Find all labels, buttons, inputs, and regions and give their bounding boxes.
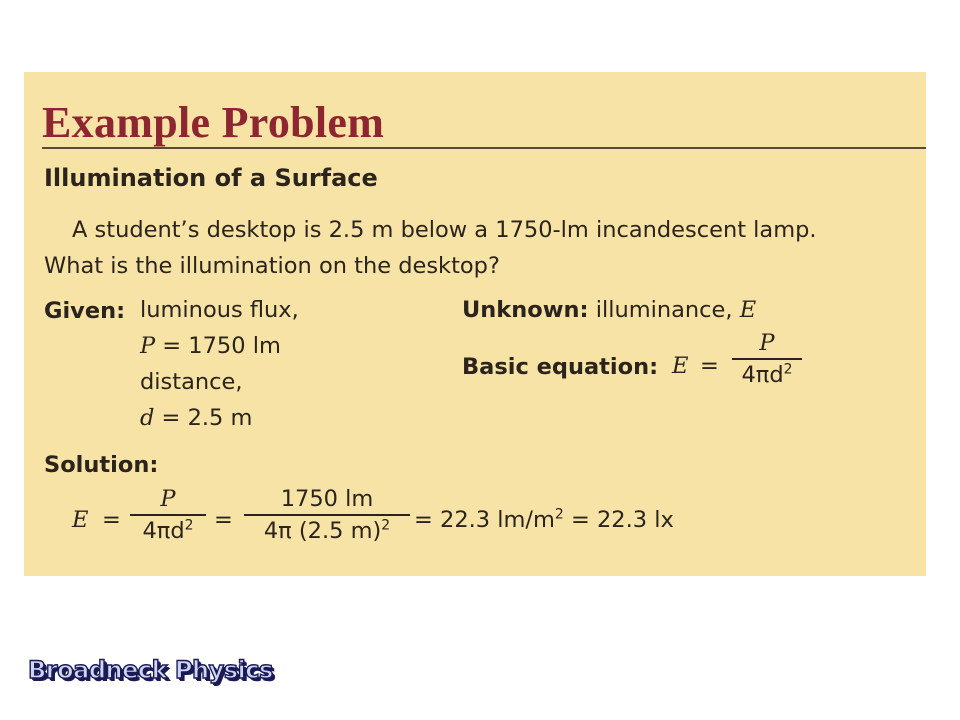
fraction-bar	[732, 358, 802, 360]
solution-fraction-1	[130, 486, 206, 544]
broadneck-physics-watermark: Broadneck Physics	[28, 656, 273, 684]
unknown-line	[462, 294, 756, 326]
problem-statement-line-1: A student’s desktop is 2.5 m below a 1750-lm incandescent lamp.	[72, 217, 817, 243]
given-flux-label: luminous flux,	[140, 297, 299, 323]
given-flux-value	[140, 330, 281, 362]
basic-equation-numerator: P	[759, 330, 775, 356]
basic-equation-denominator-exp: 2	[783, 361, 793, 378]
fraction-bar	[244, 514, 410, 516]
basic-equation-label: Basic equation:	[462, 354, 659, 380]
fraction-bar	[130, 514, 206, 516]
solution-result-1-exp: 2	[554, 506, 564, 523]
section-subtitle: Illumination of a Surface	[44, 164, 378, 192]
unknown-text: illuminance,	[595, 297, 740, 323]
given-distance-rest: = 2.5 m	[154, 405, 253, 431]
solution-equals-2: =	[214, 507, 233, 533]
given-distance-label: distance,	[140, 369, 243, 395]
unknown-var: E	[739, 297, 757, 323]
solution-result	[414, 504, 674, 536]
unknown-label: Unknown:	[462, 297, 589, 323]
title-divider	[42, 147, 926, 149]
solution-result-2: = 22.3 lx	[563, 507, 674, 533]
solution-fraction-2	[244, 486, 410, 544]
solution-fraction-2-numerator: 1750 lm	[280, 486, 374, 512]
panel-title: Example Problem	[42, 98, 385, 147]
given-flux-rest: = 1750 lm	[155, 333, 281, 359]
solution-fraction-2-denominator-base: 4π (2.5 m)	[263, 518, 382, 544]
solution-label: Solution:	[44, 452, 159, 478]
basic-equation-equals: =	[700, 353, 719, 379]
solution-equals-1: =	[102, 507, 121, 533]
solution-fraction-1-denominator-base: 4πd	[142, 518, 185, 544]
example-problem-panel	[24, 72, 926, 576]
solution-fraction-1-numerator: P	[160, 486, 176, 512]
basic-equation-fraction	[732, 330, 802, 388]
problem-statement-line-2: What is the illumination on the desktop?	[44, 253, 500, 279]
solution-result-1: = 22.3 lm/m	[414, 507, 555, 533]
solution-fraction-1-denominator-exp: 2	[184, 517, 194, 534]
given-distance-var: d	[140, 405, 155, 431]
basic-equation-denominator-base: 4πd	[741, 362, 784, 388]
given-distance-value	[140, 402, 252, 434]
solution-fraction-1-denominator	[142, 518, 193, 544]
solution-fraction-2-denominator-exp: 2	[381, 517, 391, 534]
given-label: Given:	[44, 298, 126, 324]
solution-fraction-2-denominator	[264, 518, 390, 544]
basic-equation-denominator	[741, 362, 792, 388]
solution-lhs: E	[72, 507, 89, 533]
basic-equation-lhs: E	[672, 353, 689, 379]
given-flux-var: P	[140, 333, 156, 359]
